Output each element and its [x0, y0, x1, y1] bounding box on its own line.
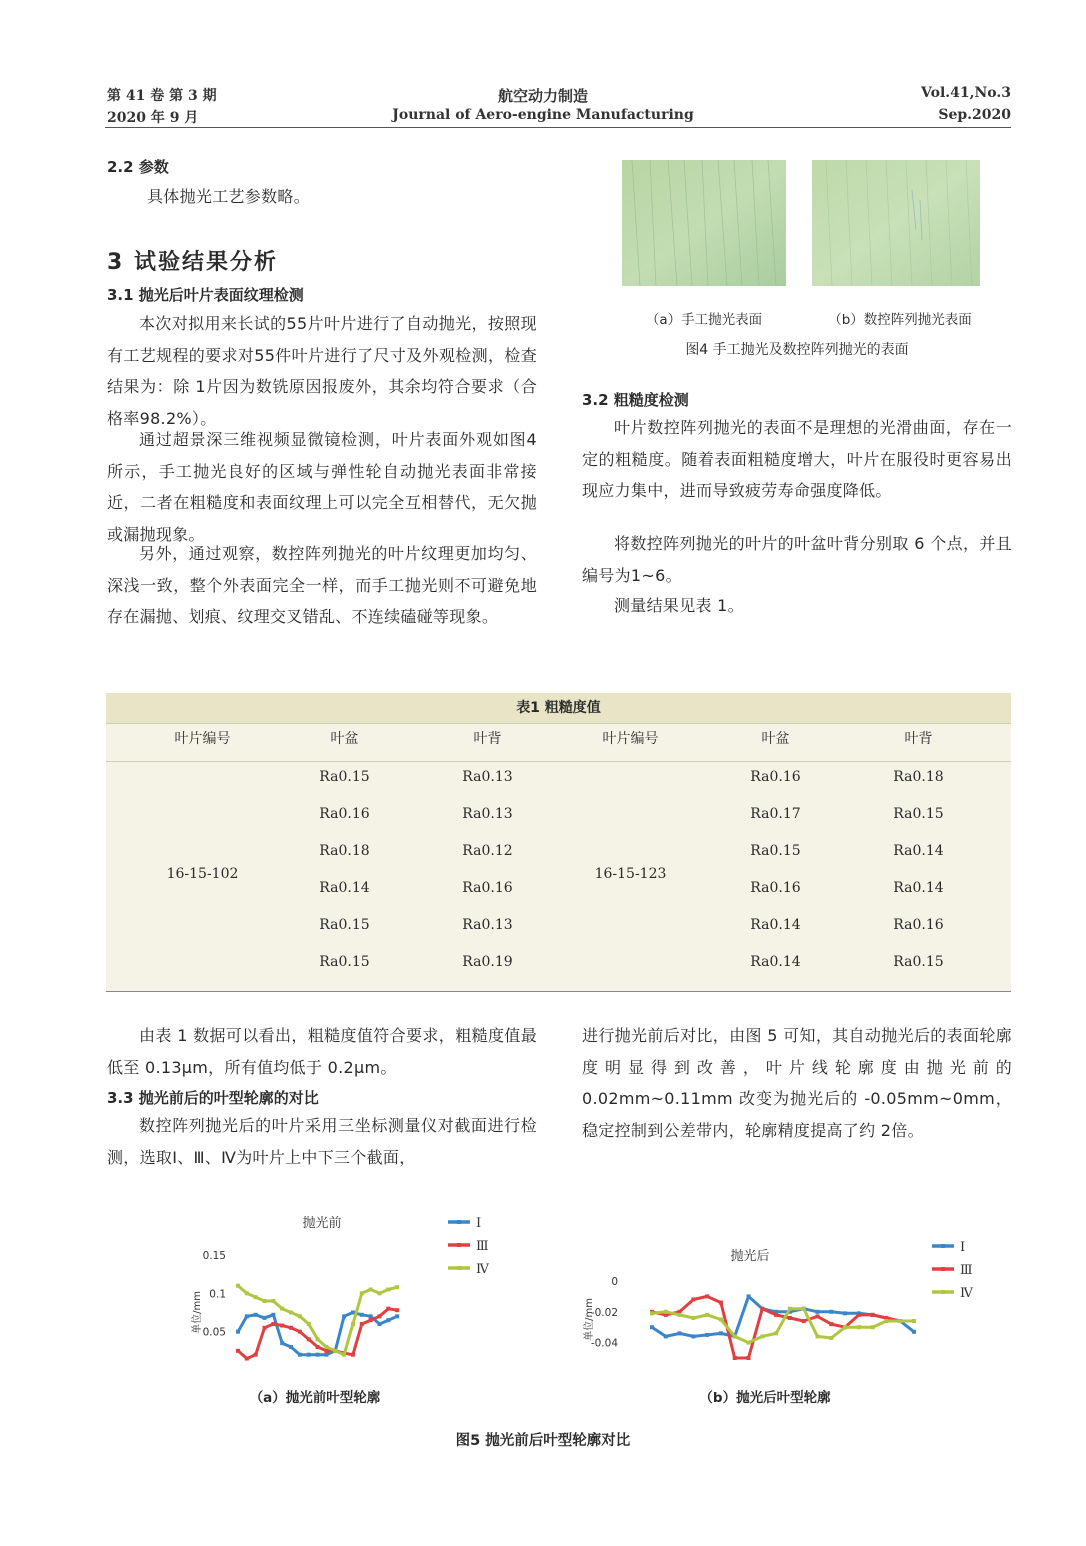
data-point	[333, 1349, 337, 1353]
section-3-1-heading: 3.1 抛光后叶片表面纹理检测	[107, 286, 304, 304]
table-header-cell: 叶盆	[330, 731, 359, 747]
data-point	[316, 1353, 320, 1357]
data-point	[369, 1288, 373, 1292]
data-point	[395, 1308, 399, 1312]
data-point	[678, 1313, 682, 1317]
data-point	[263, 1299, 267, 1303]
figure-5-caption: 图5 抛光前后叶型轮廓对比	[455, 1433, 631, 1449]
data-point	[871, 1325, 875, 1329]
legend-marker	[941, 1290, 945, 1294]
data-point	[298, 1314, 302, 1318]
section-2-2-paragraph: 具体抛光工艺参数略。	[147, 187, 311, 206]
data-point	[650, 1311, 654, 1315]
data-point	[342, 1314, 346, 1318]
data-point	[815, 1334, 819, 1338]
data-point	[298, 1330, 302, 1334]
before-polishing-profile-chart	[180, 1205, 510, 1380]
legend-marker	[457, 1220, 461, 1224]
y-axis-label: 单位/mm	[192, 1291, 203, 1334]
section-3-1-paragraph-3: 另外，通过观察，数控阵列抛光的叶片纹理更加均匀、深浅一致，整个外表面完全一样，而手工抛光则不可避免地存在漏抛、划痕、纹理交叉错乱、不连续磕碰等现象。	[107, 544, 537, 626]
table-header-cell: 叶背	[904, 731, 933, 747]
legend-label: Ⅲ	[960, 1263, 973, 1278]
data-point	[289, 1326, 293, 1330]
table-cell: Ra0.13	[462, 806, 513, 822]
data-point	[236, 1284, 240, 1288]
table-cell: Ra0.15	[893, 806, 944, 822]
legend-label: Ⅰ	[476, 1216, 482, 1231]
data-point	[788, 1307, 792, 1311]
data-point	[289, 1345, 293, 1349]
data-point	[351, 1322, 355, 1326]
data-point	[395, 1314, 399, 1318]
data-point	[236, 1349, 240, 1353]
data-point	[678, 1331, 682, 1335]
data-point	[774, 1313, 778, 1317]
data-point	[691, 1297, 695, 1301]
data-point	[705, 1313, 709, 1317]
data-point	[884, 1319, 888, 1323]
after-polishing-profile-chart	[560, 1230, 990, 1380]
table-header-cell: 叶片编号	[174, 731, 231, 747]
table-cell: Ra0.16	[462, 880, 513, 896]
data-point	[815, 1310, 819, 1314]
data-point	[705, 1333, 709, 1337]
data-point	[236, 1330, 240, 1334]
table-header-cell: 叶盆	[761, 731, 790, 747]
data-point	[377, 1291, 381, 1295]
data-point	[369, 1318, 373, 1322]
data-point	[324, 1349, 328, 1353]
data-point	[788, 1316, 792, 1320]
chart-title: 抛光后	[730, 1249, 770, 1264]
data-point	[802, 1319, 806, 1323]
table-cell: Ra0.13	[462, 769, 513, 785]
table-cell: Ra0.16	[750, 880, 801, 896]
data-point	[829, 1322, 833, 1326]
data-point	[280, 1341, 284, 1345]
table-cell: Ra0.15	[893, 954, 944, 970]
section-3-2-heading: 3.2 粗糙度检测	[582, 391, 689, 409]
table-cell: Ra0.14	[893, 880, 944, 896]
data-point	[843, 1311, 847, 1315]
roughness-table	[106, 693, 1011, 992]
y-tick-label: -0.02	[590, 1306, 618, 1319]
blade-id-a: 16-15-102	[166, 866, 239, 882]
table-cell: Ra0.18	[893, 769, 944, 785]
y-tick-label: -0.04	[590, 1337, 618, 1350]
table-cell: Ra0.15	[319, 769, 370, 785]
series-line-3	[652, 1309, 914, 1343]
data-point	[747, 1356, 751, 1360]
data-point	[307, 1322, 311, 1326]
data-point	[664, 1334, 668, 1338]
data-point	[307, 1353, 311, 1357]
data-point	[289, 1311, 293, 1315]
data-point	[342, 1353, 346, 1357]
figure-4b-caption: （b）数控阵列抛光表面	[828, 312, 972, 328]
table-cell: Ra0.16	[750, 769, 801, 785]
y-axis-label: 单位/mm	[584, 1298, 595, 1341]
chart-title: 抛光前	[302, 1216, 342, 1231]
table-cell: Ra0.14	[750, 917, 801, 933]
section-3-3-heading: 3.3 抛光前后的叶型轮廓的对比	[107, 1089, 319, 1107]
legend-label: Ⅳ	[476, 1262, 489, 1277]
legend-label: Ⅰ	[960, 1240, 966, 1255]
hand-polished-surface-image	[622, 160, 786, 286]
data-point	[324, 1345, 328, 1349]
y-tick-label: 0.1	[209, 1288, 226, 1301]
section-3-heading: 3 试验结果分析	[107, 250, 278, 275]
figure-4-caption: 图4 手工抛光及数控阵列抛光的表面	[685, 342, 909, 358]
data-point	[843, 1325, 847, 1329]
data-point	[691, 1316, 695, 1320]
header-date: 2020 年 9 月	[107, 110, 199, 126]
data-point	[395, 1285, 399, 1289]
table-summary-paragraph: 由表 1 数据可以看出，粗糙度值符合要求，粗糙度值最低至 0.13μm，所有值均低于 0.2μm。	[107, 1026, 537, 1077]
data-point	[307, 1337, 311, 1341]
table-cell: Ra0.16	[893, 917, 944, 933]
figure-5a-caption: （a）抛光前叶型轮廓	[249, 1390, 381, 1406]
table-cell: Ra0.14	[319, 880, 370, 896]
data-point	[324, 1353, 328, 1357]
table-cell: Ra0.14	[750, 954, 801, 970]
data-point	[815, 1314, 819, 1318]
data-point	[719, 1331, 723, 1335]
section-3-1-paragraph-1: 本次对拟用来长试的55片叶片进行了自动抛光，按照现有工艺规程的要求对55件叶片进行了尺寸及外观检测，检查结果为：除 1片因为数铣原因报废外，其余均符合要求（合格率98.2%）。	[107, 314, 537, 428]
data-point	[719, 1301, 723, 1305]
data-point	[263, 1316, 267, 1320]
table-cell: Ra0.15	[319, 917, 370, 933]
section-3-2-paragraph-1: 叶片数控阵列抛光的表面不是理想的光滑曲面，存在一定的粗糙度。随着表面粗糙度增大，叶片在服役时更容易出现应力集中，进而导致疲劳寿命强度降低。	[582, 418, 1012, 500]
section-3-3-paragraph-right: 进行抛光前后对比，由图 5 可知，其自动抛光后的表面轮廓度明显得到改善，叶片线轮廓度由抛光前的 0.02mm~0.11mm 改变为抛光后的 -0.05mm~0mm，稳定控制到公差带内，轮廓精度提高了约 2倍。	[582, 1026, 1012, 1140]
section-3-2-paragraph-2: 将数控阵列抛光的叶片的叶盆叶背分别取 6 个点，并且编号为1~6。	[582, 534, 1012, 585]
data-point	[271, 1313, 275, 1317]
legend-marker	[941, 1267, 945, 1271]
header-month: Sep.2020	[938, 107, 1011, 123]
data-point	[733, 1356, 737, 1360]
table-cell: Ra0.16	[319, 806, 370, 822]
header-journal-cn: 航空动力制造	[497, 87, 588, 105]
data-point	[369, 1314, 373, 1318]
legend-label: Ⅳ	[960, 1286, 973, 1301]
data-point	[254, 1313, 258, 1317]
data-point	[360, 1291, 364, 1295]
data-point	[705, 1294, 709, 1298]
table-title: 表1 粗糙度值	[106, 693, 1011, 723]
section-3-3-paragraph-left: 数控阵列抛光后的叶片采用三坐标测量仪对截面进行检测，选取Ⅰ、Ⅲ、Ⅳ为叶片上中下三个截面，	[107, 1116, 537, 1167]
table-cell: Ra0.18	[319, 843, 370, 859]
section-3-1-paragraph-2: 通过超景深三维视频显微镜检测，叶片表面外观如图4所示，手工抛光良好的区域与弹性轮自动抛光表面非常接近，二者在粗糙度和表面纹理上可以完全互相替代，无欠抛或漏抛现象。	[107, 430, 537, 544]
legend-marker	[941, 1244, 945, 1248]
header-journal-en: Journal of Aero-engine Manufacturing	[392, 107, 694, 123]
data-point	[386, 1318, 390, 1322]
header-rule	[105, 127, 1011, 128]
data-point	[271, 1322, 275, 1326]
table-cell: Ra0.17	[750, 806, 801, 822]
data-point	[774, 1331, 778, 1335]
data-point	[747, 1341, 751, 1345]
data-point	[245, 1357, 249, 1361]
data-point	[857, 1313, 861, 1317]
data-point	[747, 1294, 751, 1298]
legend-marker	[457, 1266, 461, 1270]
data-point	[316, 1345, 320, 1349]
figure-4a-caption: （a）手工抛光表面	[645, 312, 763, 328]
data-point	[760, 1334, 764, 1338]
section-2-2-heading: 2.2 参数	[107, 158, 169, 176]
data-point	[912, 1319, 916, 1323]
data-point	[254, 1295, 258, 1299]
data-point	[360, 1322, 364, 1326]
table-header-cell: 叶片编号	[602, 731, 659, 747]
table-cell: Ra0.15	[750, 843, 801, 859]
cnc-polished-surface-image	[812, 160, 980, 286]
y-tick-label: 0.15	[202, 1250, 226, 1262]
data-point	[254, 1353, 258, 1357]
figure-5b-caption: （b）抛光后叶型轮廓	[699, 1390, 831, 1406]
data-point	[386, 1307, 390, 1311]
data-point	[298, 1353, 302, 1357]
data-point	[351, 1353, 355, 1357]
data-point	[271, 1299, 275, 1303]
data-point	[245, 1291, 249, 1295]
data-point	[377, 1314, 381, 1318]
data-point	[263, 1326, 267, 1330]
data-point	[664, 1310, 668, 1314]
y-tick-label: 0.05	[202, 1326, 226, 1339]
data-point	[280, 1324, 284, 1328]
data-point	[829, 1336, 833, 1340]
table-cell: Ra0.14	[893, 843, 944, 859]
data-point	[719, 1318, 723, 1322]
data-point	[650, 1325, 654, 1329]
table-cell: Ra0.19	[462, 954, 513, 970]
table-cell: Ra0.15	[319, 954, 370, 970]
data-point	[245, 1314, 249, 1318]
table-header-cell: 叶背	[473, 731, 502, 747]
data-point	[733, 1334, 737, 1338]
table-cell: Ra0.13	[462, 917, 513, 933]
data-point	[802, 1307, 806, 1311]
legend-label: Ⅲ	[476, 1239, 489, 1254]
data-point	[377, 1322, 381, 1326]
data-point	[829, 1310, 833, 1314]
data-point	[898, 1319, 902, 1323]
data-point	[280, 1307, 284, 1311]
data-point	[691, 1334, 695, 1338]
data-point	[316, 1337, 320, 1341]
data-point	[871, 1313, 875, 1317]
y-tick-label: 0	[611, 1276, 618, 1288]
header-journal-issue: 第 41 卷 第 3 期	[107, 88, 217, 104]
data-point	[912, 1330, 916, 1334]
data-point	[857, 1325, 861, 1329]
legend-marker	[457, 1243, 461, 1247]
blade-id-b: 16-15-123	[594, 866, 667, 882]
data-point	[386, 1288, 390, 1292]
table-cell: Ra0.12	[462, 843, 513, 859]
data-point	[360, 1313, 364, 1317]
header-volume: Vol.41,No.3	[921, 85, 1011, 101]
section-3-2-paragraph-3: 测量结果见表 1。	[614, 596, 744, 615]
data-point	[760, 1307, 764, 1311]
